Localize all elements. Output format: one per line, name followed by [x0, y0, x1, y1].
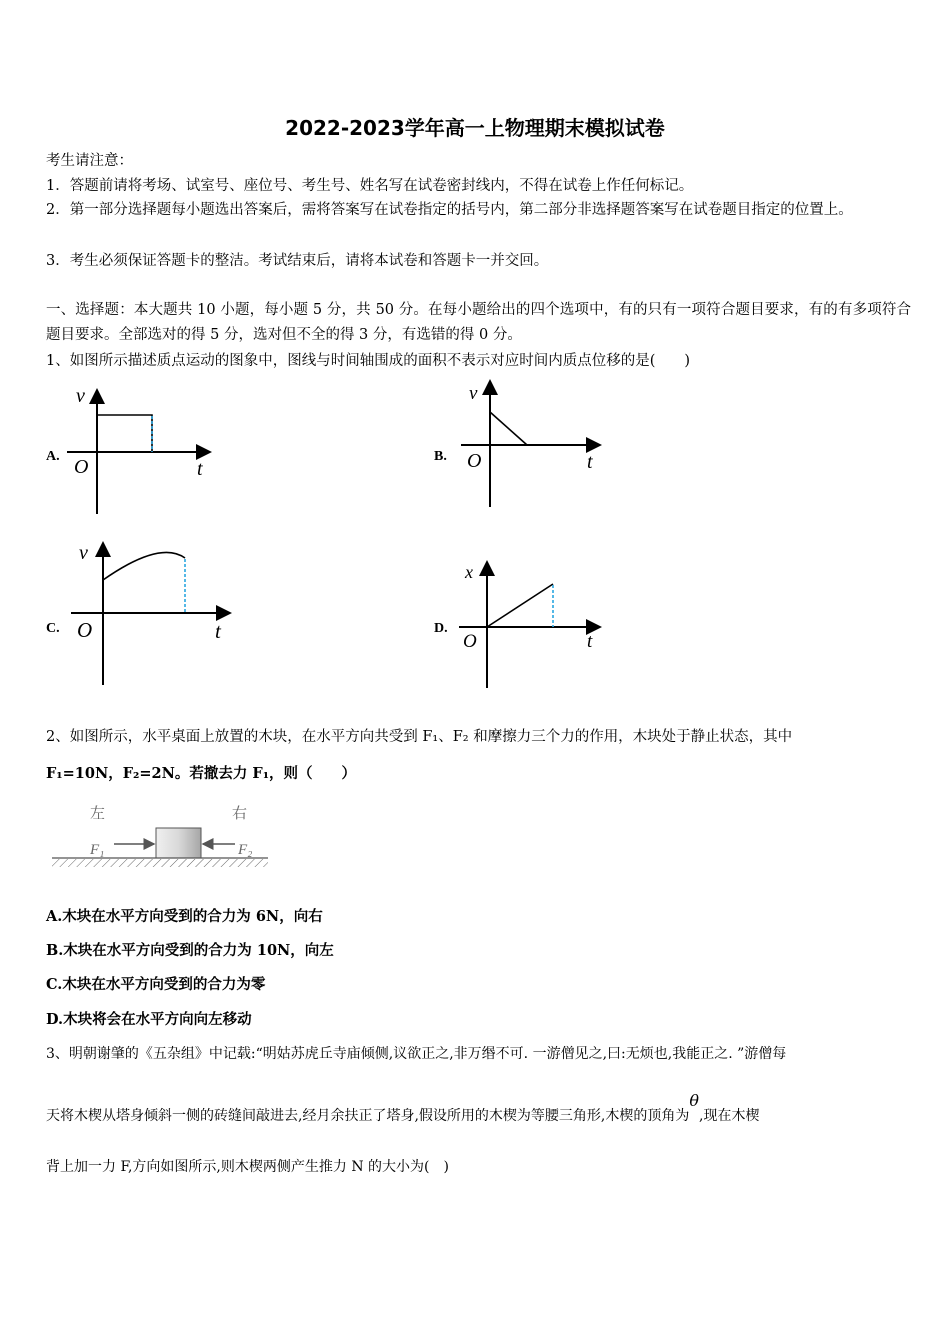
q3-line2-text: 天将木楔从塔身倾斜一侧的砖缝间敲进去,经月余扶正了塔身,假设所用的木楔为等腰三角形,木楔的顶角为 [46, 1108, 690, 1124]
q1-b-x-label: t [587, 451, 593, 473]
q3-line2 [46, 1091, 760, 1126]
q1-b-origin: O [467, 450, 482, 472]
q2-option-d: D.木块将会在水平方向向左移动 [46, 1011, 252, 1028]
notice-heading: 考生请注意： [46, 153, 133, 169]
q3-line3: 背上加一力 F,方向如图所示,则木楔两侧产生推力 N 的大小为( ) [46, 1159, 449, 1175]
q3-theta: θ [689, 1091, 699, 1110]
q1-graph-d [455, 560, 615, 695]
notice-item-1: 1．答题前请将考场、试室号、座位号、考生号、姓名写在试卷密封线内，不得在试卷上作任何标记。 [46, 178, 694, 194]
q1-graph-c [65, 535, 240, 690]
q2-f2-label: F₂ [238, 842, 253, 858]
q1-d-origin: O [463, 631, 477, 652]
q1-b-y-label: v [469, 383, 478, 404]
q2-right-label: 右 [232, 806, 248, 822]
q2-option-b: B.木块在水平方向受到的合力为 10N，向左 [46, 942, 334, 959]
q2-stem-line2: F₁=10N，F₂=2N。若撤去力 F₁，则（ ） [46, 765, 357, 782]
q2-option-a: A.木块在水平方向受到的合力为 6N，向右 [46, 908, 323, 925]
q1-a-y-label: v [76, 385, 85, 407]
q2-option-c: C.木块在水平方向受到的合力为零 [46, 976, 266, 993]
q1-c-y-label: v [79, 542, 88, 564]
q2-figure [50, 800, 275, 875]
notice-item-2: 2．第一部分选择题每小题选出答案后，需将答案写在试卷指定的括号内，第二部分非选择题答案写在试卷题目指定的位置上。 [46, 202, 853, 218]
q2-stem-line1: 2、如图所示，水平桌面上放置的木块，在水平方向共受到 F₁、F₂ 和摩擦力三个力的作用，木块处于静止状态，其中 [46, 729, 793, 745]
q1-option-a-label: A. [46, 449, 60, 464]
section1-intro: 一、选择题：本大题共 10 小题，每小题 5 分，共 50 分。在每小题给出的四个选项中，有的只有一项符合题目要求，有的有多项符合题目要求。全部选对的得 5 分，选对但不全的得 3 分，有选错的得 0 分。 [46, 302, 911, 343]
page-title: 2022-2023学年高一上物理期末模拟试卷 [285, 116, 665, 140]
q1-d-x-label: t [587, 631, 593, 652]
q3-line2-end: ,现在木楔 [699, 1108, 760, 1124]
q1-option-d-label: D. [434, 621, 448, 636]
q2-left-label: 左 [90, 806, 106, 822]
q1-d-y-label: x [465, 562, 473, 582]
q3-line1: 3、明朝谢肇的《五杂组》中记载:“明姑苏虎丘寺庙倾侧,议欲正之,非万缗不可. 一游僧见之,曰:无烦也,我能正之. ”游僧每 [46, 1046, 787, 1062]
q1-graph-b [455, 375, 615, 515]
notice-item-3: 3．考生必须保证答题卡的整洁。考试结束后，请将本试卷和答题卡一并交回。 [46, 253, 549, 269]
q2-f1-label: F₁ [90, 842, 105, 858]
q1-a-x-label: t [197, 458, 203, 480]
q1-c-origin: O [77, 618, 93, 642]
q1-a-origin: O [74, 456, 89, 478]
q1-stem: 1、如图所示描述质点运动的图象中，图线与时间轴围成的面积不表示对应时间内质点位移的是( ) [46, 353, 691, 369]
q1-option-c-label: C. [46, 621, 60, 636]
q1-option-b-label: B. [434, 449, 447, 464]
q1-c-x-label: t [215, 619, 221, 643]
q1-graph-a [60, 380, 230, 520]
